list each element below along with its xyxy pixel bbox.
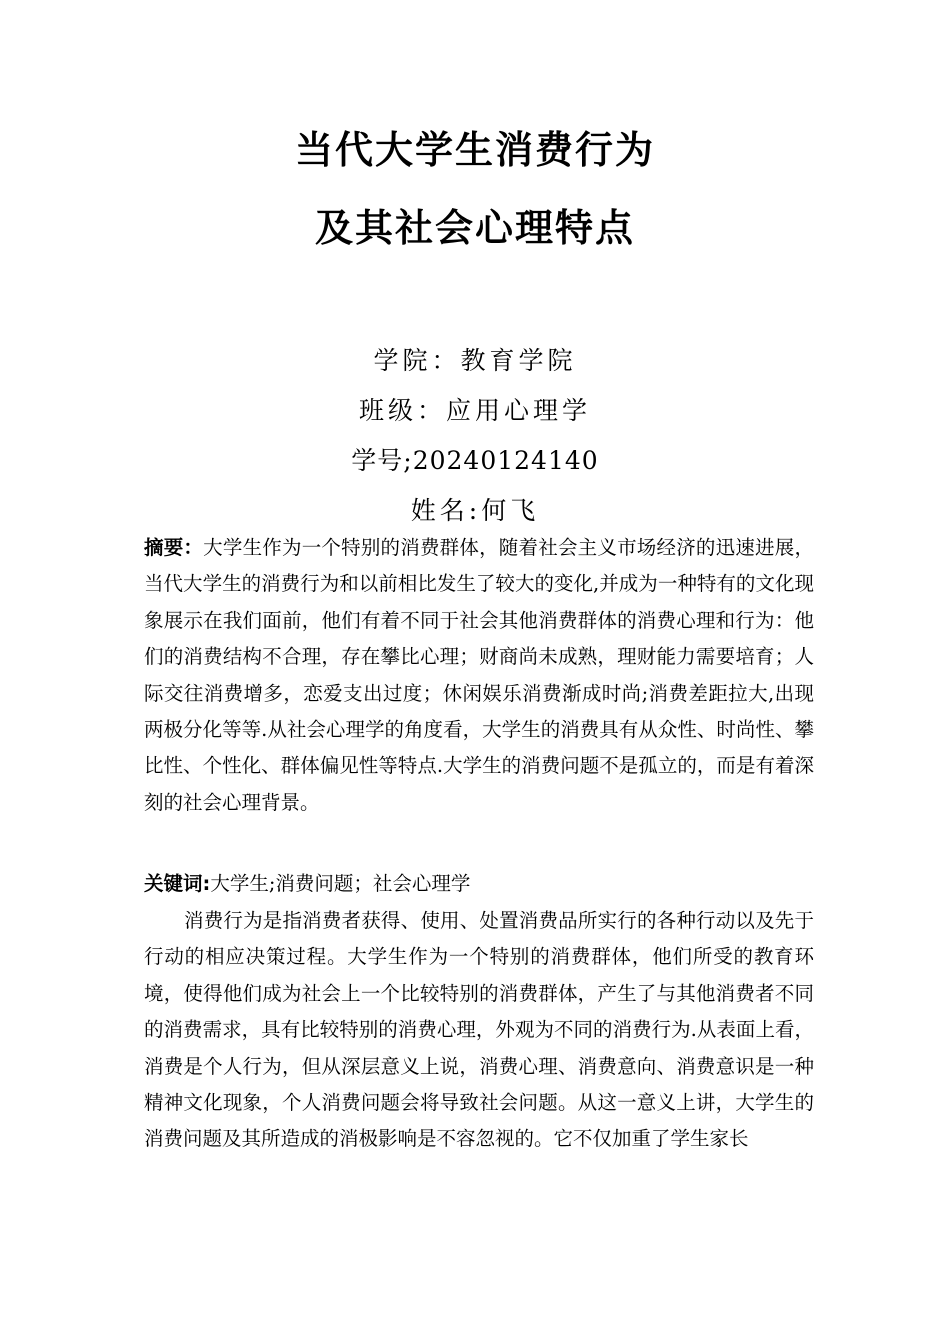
body-paragraph: 消费行为是指消费者获得、使用、处置消费品所实行的各种行动以及先于行动的相应决策过程。大学生作为一个特别的消费群体，他们所受的教育环境，使得他们成为社会上一个比较特别的消费群体，产生了与其他消费者不同的消费需求，具有比较特别的消费心理，外观为不同的消费行为.从表面上看，消费是个人行为，但从深层意义上说，消费心理、消费意向、消费意识是一种精神文化现象，个人消费问题会将导致社会问题。从这一意义上讲，大学生的消费问题及其所造成的消极影响是不容忽视的。它不仅加重了学生家长 — [144, 909, 814, 1151]
abstract-section — [144, 530, 814, 821]
keywords-text: 大学生;消费问题；社会心理学 — [210, 872, 471, 895]
abstract-text: 大学生作为一个特别的消费群体，随着社会主义市场经济的迅速进展，当代大学生的消费行为和以前相比发生了较大的变化,并成为一种特有的文化现象展示在我们面前，他们有着不同于社会其他消费群体的消费心理和行为：他们的消费结构不合理，存在攀比心理；财商尚未成熟，理财能力需要培育；人际交往消费增多，恋爱支出过度；休闲娱乐消费渐成时尚;消费差距拉大,出现两极分化等等.从社会心理学的角度看，大学生的消费具有从众性、时尚性、攀比性、个性化、群体偏见性等特点.大学生的消费问题不是孤立的，而是有着深刻的社会心理背景。 — [144, 536, 814, 814]
title-line-1: 当代大学生消费行为 — [294, 128, 655, 172]
class-info: 班级：应用心理学 — [358, 396, 591, 425]
name-info: 姓名:何飞 — [410, 496, 540, 525]
college-info: 学院：教育学院 — [373, 346, 577, 375]
title-line-2: 及其社会心理特点 — [314, 206, 635, 250]
student-id-info: 学号;20240124140 — [351, 446, 599, 475]
keywords-section — [144, 866, 814, 902]
keywords-label: 关键词: — [144, 872, 211, 895]
abstract-label: 摘要： — [144, 536, 204, 559]
